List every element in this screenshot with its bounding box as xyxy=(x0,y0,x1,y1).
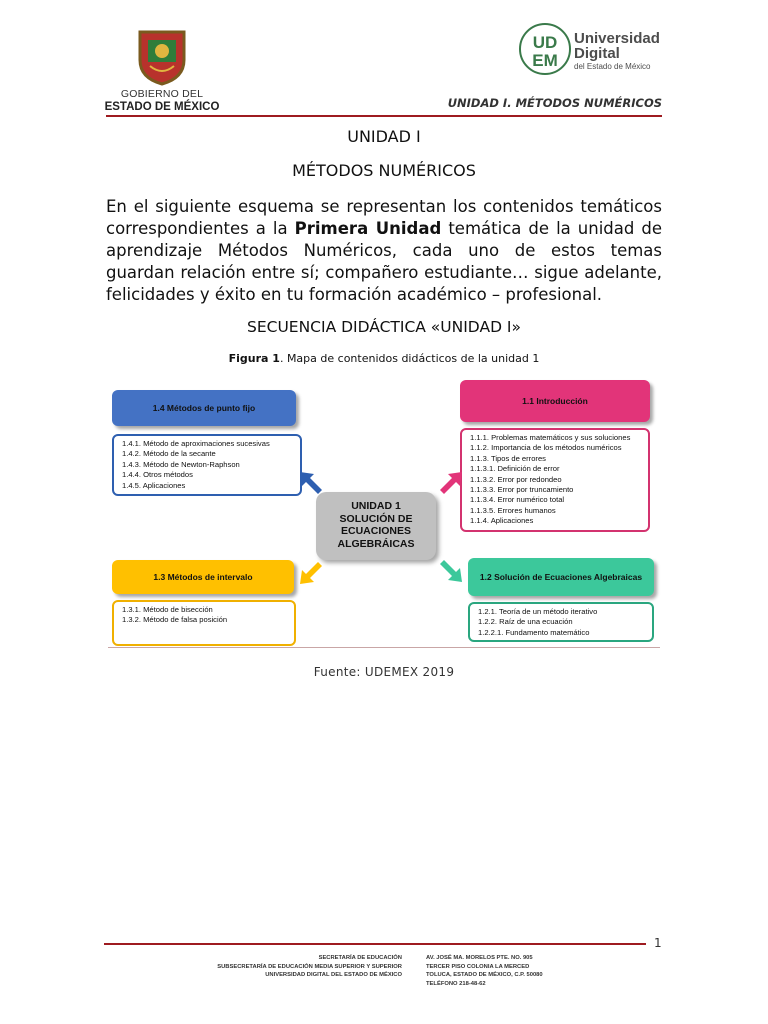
coat-of-arms-icon xyxy=(136,26,188,86)
section-1-3-list xyxy=(112,600,296,646)
list-item: 1.3.2. Método de falsa posición xyxy=(122,615,228,625)
intro-text-1: En el siguiente esquema se representan los contenidos temáticos correspondientes a la xyxy=(106,197,662,238)
figure-label: Figura 1 xyxy=(228,352,280,365)
figure-caption xyxy=(0,352,768,365)
section-1-4-header: 1.4 Métodos de punto fijo xyxy=(112,390,296,426)
center-unit-box xyxy=(316,492,436,560)
list-item: 1.1.3.5. Errores humanos xyxy=(470,505,556,515)
figure-divider xyxy=(108,647,660,648)
list-item: 1.1.1. Problemas matemáticos y sus soluciones xyxy=(470,433,631,442)
list-item: 1.4.2. Método de la secante xyxy=(122,449,216,459)
footer-right-line-4: TELÉFONO 218-48-62 xyxy=(426,980,486,987)
arrow-down-right-icon xyxy=(438,558,464,584)
udem-logo xyxy=(518,22,668,76)
udem-name-line3: del Estado de México xyxy=(574,62,651,71)
figure-caption-text: . Mapa de contenidos didácticos de la unidad 1 xyxy=(279,352,540,365)
list-item: 1.2.2. Raíz de una ecuación xyxy=(478,617,573,627)
footer-left-line-1: SECRETARÍA DE EDUCACIÓN xyxy=(318,955,402,961)
footer-divider xyxy=(104,943,646,945)
intro-paragraph xyxy=(106,196,662,306)
gobierno-line2: ESTADO DE MÉXICO xyxy=(104,101,220,113)
footer-left-line-3: UNIVERSIDAD DIGITAL DEL ESTADO DE MÉXICO xyxy=(265,972,402,978)
intro-text-2: temática de la unidad de aprendizaje Métodos Numéricos, cada uno de estos temas guardan relación entre sí; compañero estudiante… sigue adelante, felicidades y éxito en tu formación académico – profesional. xyxy=(106,219,663,304)
page-number: 1 xyxy=(654,936,662,950)
page-subtitle: MÉTODOS NUMÉRICOS xyxy=(292,161,476,180)
list-item: 1.1.4. Aplicaciones xyxy=(470,516,534,526)
section-1-2-header: 1.2 Solución de Ecuaciones Algebraicas xyxy=(468,558,654,596)
section-1-3-header: 1.3 Métodos de intervalo xyxy=(112,560,294,594)
list-item: 1.1.3.2. Error por redondeo xyxy=(470,474,562,484)
sequence-title: SECUENCIA DIDÁCTICA «UNIDAD I» xyxy=(246,318,521,336)
unit-header-label: UNIDAD I. MÉTODOS NUMÉRICOS xyxy=(447,96,662,110)
list-item: 1.1.3. Tipos de errores xyxy=(470,453,546,463)
list-item: 1.1.2. Importancia de los métodos numéricos xyxy=(470,443,622,453)
center-line-1: UNIDAD 1 xyxy=(351,500,401,512)
section-1-1-header: 1.1 Introducción xyxy=(460,380,650,422)
list-item: 1.1.3.3. Error por truncamiento xyxy=(470,485,574,495)
list-item: 1.4.4. Otros métodos xyxy=(122,470,193,480)
svg-text:EM: EM xyxy=(532,51,558,70)
section-1-1-list xyxy=(460,428,650,532)
list-item: 1.4.1. Método de aproximaciones sucesivas xyxy=(122,439,270,448)
udem-name-line2: Digital xyxy=(574,45,620,62)
footer-left-line-2: SUBSECRETARÍA DE EDUCACIÓN MEDIA SUPERIOR Y SUPERIOR xyxy=(217,963,402,970)
list-item: 1.3.1. Método de bisección xyxy=(122,605,213,614)
page-title: UNIDAD I xyxy=(347,127,421,146)
section-1-2-list xyxy=(468,602,654,642)
center-line-3: ECUACIONES xyxy=(340,525,411,537)
center-line-2: SOLUCIÓN DE xyxy=(339,512,413,525)
gobierno-logo xyxy=(100,24,224,114)
arrow-down-left-icon xyxy=(298,560,324,586)
figure-source: Fuente: UDEMEX 2019 xyxy=(313,665,455,679)
footer-address xyxy=(426,954,543,988)
list-item: 1.4.3. Método de Newton-Raphson xyxy=(122,459,240,469)
content-map-diagram xyxy=(108,378,660,650)
svg-text:UD: UD xyxy=(532,33,558,52)
header-divider xyxy=(106,115,662,117)
list-item: 1.4.5. Aplicaciones xyxy=(122,480,186,490)
footer-right-line-3: TOLUCA, ESTADO DE MÉXICO, C.P. 50080 xyxy=(426,972,543,978)
section-1-4-list xyxy=(112,434,302,496)
arrow-up-right-icon xyxy=(438,470,464,496)
list-item: 1.2.2.1. Fundamento matemático xyxy=(478,627,590,637)
list-item: 1.1.3.1. Definición de error xyxy=(470,464,560,474)
udem-name-line1: Universidad xyxy=(574,30,660,47)
footer-institution xyxy=(217,954,402,980)
arrow-up-left-icon xyxy=(298,470,324,496)
footer-right-line-1: AV. JOSÉ MA. MORELOS PTE. NO. 905 xyxy=(426,955,533,961)
list-item: 1.2.1. Teoría de un método iterativo xyxy=(478,607,598,616)
list-item: 1.1.3.4. Error numérico total xyxy=(470,495,565,505)
gobierno-line1: GOBIERNO DEL xyxy=(120,88,204,100)
intro-bold: Primera Unidad xyxy=(294,219,442,238)
center-line-4: ALGEBRÁICAS xyxy=(337,537,415,550)
footer-right-line-2: TERCER PISO COLONIA LA MERCED xyxy=(426,963,530,970)
udem-logo-icon xyxy=(518,22,572,76)
